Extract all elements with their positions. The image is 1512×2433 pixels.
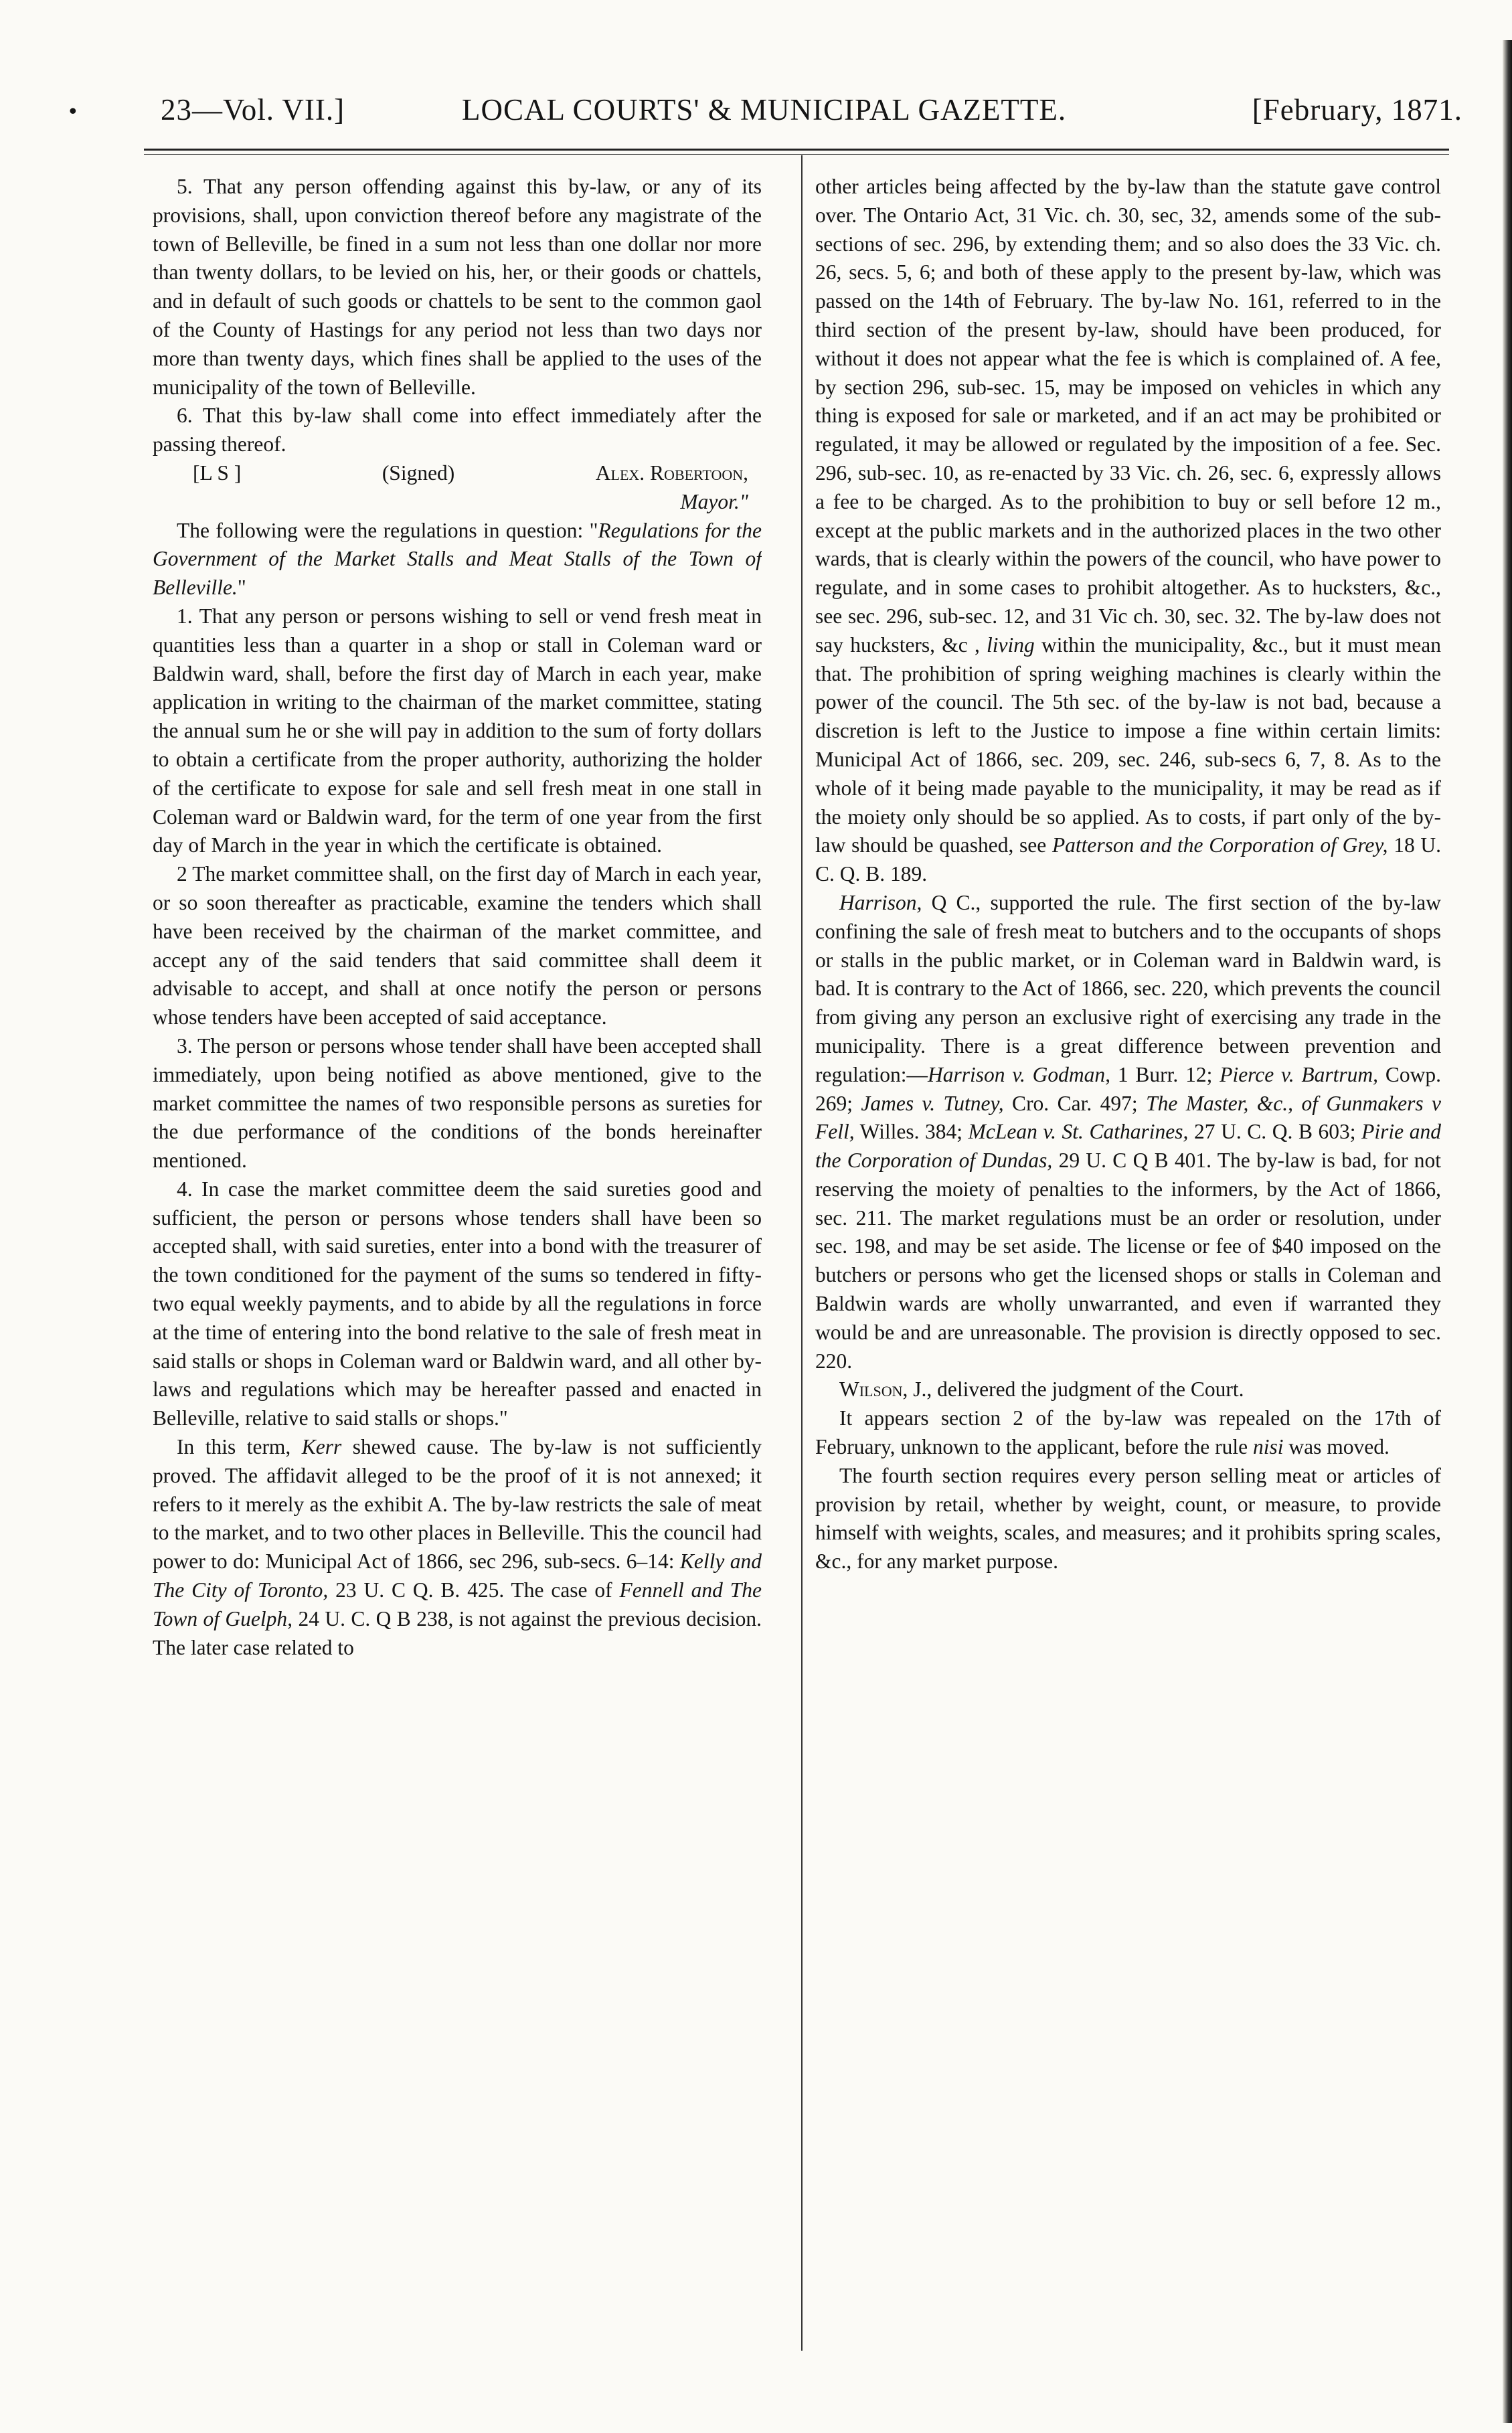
case-citation: James v. Tutney, bbox=[861, 1091, 1004, 1115]
regulation-4: 4. In case the market committee deem the said sureties good and sufficient, the person or persons whose tenders shall have been so accepted shall, with said sureties, enter into a bond with the treasurer of the town conditioned for the payment of the sums so tendered in fifty-two equal weekly payments, and to abide by all the regulations in force at the time of entering into the bond relative to the sale of fresh meat in said stalls or shops in Coleman ward or Baldwin ward, and all other by-laws and regulations which may be hereafter passed and enacted in Belleville, relative to said stalls or shops." bbox=[153, 1177, 762, 1430]
text-run: Cro. Car. 497; bbox=[1003, 1091, 1147, 1115]
margin-mark: • bbox=[67, 100, 79, 124]
publication-title: LOCAL COURTS' & MUNICIPAL GAZETTE. bbox=[462, 93, 1067, 127]
text-run: 24 U. C. Q B 238, is not against the previous decision. The later case related to bbox=[153, 1606, 762, 1659]
bylaw-section-5: 5. That any person offending against this by-law, or any of its provisions, shall, upon conviction thereof before any magistrate of the town of Belleville, be fined in a sum not less than one dollar nor more than twenty dollars, to be levied on his, her, or their goods or chattels, and in default of such goods or chattels to be sent to the common gaol of the County of Hastings for any period not less than two days nor more than twenty days, which fines shall be applied to the uses of the municipality of the town of Belleville. bbox=[153, 175, 762, 399]
case-citation: The Master, &c., of Gunmakers v Fell, bbox=[815, 1091, 1441, 1144]
text-run: within the municipality, &c., but it must mean that. The prohibition of spring weighing machines is clearly within the power of the council. The 5th sec. of the by-law is not bad, because a discretion is left to the Justice to impose a fine within certain limits: Municipal Act of 1866, sec. 209, sec. 246, sub-secs 6, 7, 8. As to the whole of it being made payable to the municipality, it may be read as if the moiety only should be so applied. As to costs, if part only of the by-law should be quashed, see bbox=[815, 633, 1441, 857]
regulation-3: 3. The person or persons whose tender shall have been accepted shall immediately, upon being notified as above mentioned, give to the market committee the names of two responsible persons as sureties for the due performance of the conditions of the bonds hereinafter mentioned. bbox=[153, 1033, 762, 1173]
intro-text: The following were the regulations in question: " bbox=[177, 518, 598, 542]
text-run: shewed cause. The by-law is not sufficiently proved. The affidavit alleged to be the proof of it is not annexed; it refers to it merely as the exhibit A. The by-law restricts the sale of meat to the market, and to two other places in Belleville. This the council had power to do: Municipal Act of 1866, sec 296, sub-secs. 6–14: bbox=[153, 1435, 762, 1574]
text-run: was moved. bbox=[1283, 1435, 1390, 1459]
intro-close: " bbox=[237, 576, 246, 600]
case-citation: Fennell and The Town of Guelph, bbox=[153, 1578, 762, 1630]
page-header bbox=[134, 92, 1462, 146]
text-run: In this term, bbox=[177, 1435, 302, 1459]
case-citation: Harrison v. Godman, bbox=[927, 1062, 1111, 1086]
judge-name: Wilson, J., bbox=[839, 1377, 932, 1402]
judgment-intro bbox=[815, 1375, 1441, 1404]
counsel-name: Kerr bbox=[301, 1435, 342, 1459]
text-run: Cowp. 269; bbox=[815, 1062, 1441, 1115]
case-citation: Pirie and the Corporation of Dundas, bbox=[815, 1120, 1441, 1173]
text-run: 27 U. C. Q. B 603; bbox=[1188, 1120, 1362, 1144]
seal-mark: [L S ] bbox=[193, 460, 242, 485]
header-rule-thick bbox=[144, 149, 1449, 151]
text-run: Q C., supported the rule. The first section of the by-law confining the sale of fresh meat to butchers and to the occupants of shops or stalls in the public market, or in Coleman ward in Baldwin ward, is bad. It is contrary to the Act of 1866, sec. 220, which prevents the council from giving any person an exclusive right of exercising any trade in the municipality. There is a great difference between prevention and regulation:— bbox=[815, 890, 1441, 1086]
volume-page-number: 23—Vol. VII.] bbox=[161, 93, 345, 127]
emphasis: living bbox=[987, 633, 1035, 657]
regulations-title: Regulations for the Government of the Market Stalls and Meat Stalls of the Town of Belleville. bbox=[153, 518, 762, 600]
text-run: 18 U. C. Q. B. 189. bbox=[815, 833, 1441, 886]
signed-label: (Signed) bbox=[382, 460, 455, 485]
right-column bbox=[815, 173, 1441, 2381]
argument-harrison bbox=[815, 889, 1441, 1376]
issue-date: [February, 1871. bbox=[1252, 93, 1462, 127]
text-run: 23 U. C Q. B. 425. The case of bbox=[328, 1578, 620, 1602]
text-run: other articles being affected by the by-law than the statute gave control over. The Ontario Act, 31 Vic. ch. 30, sec, 32, amends some of the sub-sections of sec. 296, by extending them; and so also does the 33 Vic. ch. 26, secs. 5, 6; and both of these apply to the present by-law, which was passed on the 14th of February. The by-law No. 161, referred to in the third section of the present by-law, should have been produced, for without it does not appear what the fee is which is complained of. A fee, by section 296, sub-sec. 15, may be imposed on vehicles in which any thing is exposed for sale or marketed, and if an act may be prohibited or regulated, it may be allowed or regulated by the imposition of a fee. Sec. 296, sub-sec. 10, as re-enacted by 33 Vic. ch. 26, sec. 6, expressly allows a fee to be charged. As to the prohibition to buy or sell before 12 m., except at the public markets and in the authorized places in the two other wards, that is clearly within the powers of the council, who have power to regulate, and in some cases to prohibit altogether. As to hucksters, &c., see sec. 296, sub-sec. 12, and 31 Vic ch. 30, sec. 32. The by-law does not say hucksters, &c , bbox=[815, 175, 1441, 657]
case-citation: McLean v. St. Catharines, bbox=[968, 1120, 1189, 1144]
column-divider bbox=[801, 155, 803, 2351]
text-run: Willes. 384; bbox=[854, 1120, 969, 1144]
mayor-name: Alex. Robertoon, bbox=[595, 460, 748, 485]
left-column bbox=[153, 173, 762, 2381]
judgment-paragraph-2 bbox=[815, 1404, 1441, 1462]
case-citation: Kelly and The City of Toronto, bbox=[153, 1549, 762, 1602]
argument-kerr bbox=[153, 1433, 762, 1662]
regulation-2: 2 The market committee shall, on the first day of March in each year, or so soon thereafter as practicable, examine the tenders which shall have been received by the chairman of the market committee, and accept any of the said tenders that said committee shall deem it advisable to accept, and shall at once notify the person or persons whose tenders have been accepted of said acceptance. bbox=[153, 862, 762, 1029]
signature-line bbox=[153, 459, 762, 488]
text-run: It appears section 2 of the by-law was repealed on the 17th of February, unknown to the applicant, before the rule bbox=[815, 1406, 1441, 1459]
header-rule-thin bbox=[144, 154, 1449, 155]
regulation-1: 1. That any person or persons wishing to sell or vend fresh meat in quantities less than a quarter in a shop or stall in Coleman ward or Baldwin ward, shall, before the first day of March in each year, make application in writing to the chairman of the market committee, stating the annual sum he or she will pay in addition to the sum of forty dollars to obtain a certificate from the proper authority, authorizing the holder of the certificate to expose for sale and sell fresh meat in one stall in Coleman ward or Baldwin ward, for the term of one year from the first day of March in the year in which the certificate is obtained. bbox=[153, 604, 762, 857]
case-citation: Pierce v. Bartrum, bbox=[1220, 1062, 1379, 1086]
text-run: 29 U. C Q B 401. The by-law is bad, for not reserving the moiety of penalties to the informers, by the Act of 1866, sec. 211. The market regulations must be an order or resolution, under sec. 198, and may be set aside. The license or fee of $40 imposed on the butchers or persons who get the licensed shops or stalls in Coleman and Baldwin wards are wholly unwarranted, and even if warranted they would be and are unreasonable. The provision is directly opposed to sec. 220. bbox=[815, 1149, 1441, 1373]
text-run: 1 Burr. 12; bbox=[1110, 1062, 1220, 1086]
argument-continued bbox=[815, 173, 1441, 889]
counsel-name: Harrison, bbox=[839, 890, 922, 914]
text-run: delivered the judgment of the Court. bbox=[932, 1377, 1244, 1402]
emphasis: nisi bbox=[1253, 1435, 1284, 1459]
mayor-title: Mayor." bbox=[680, 489, 748, 513]
bylaw-section-6: 6. That this by-law shall come into effect immediately after the passing thereof. bbox=[153, 404, 762, 456]
regulations-intro bbox=[153, 517, 762, 602]
case-citation: Patterson and the Corporation of Grey, bbox=[1052, 833, 1388, 857]
judgment-paragraph-3: The fourth section requires every person selling meat or articles of provision by retail, whether by weight, count, or measure, to provide himself with weights, scales, and measures; and it prohibits spring scales, &c., for any market purpose. bbox=[815, 1463, 1441, 1574]
page-edge-shadow bbox=[1503, 40, 1512, 2423]
